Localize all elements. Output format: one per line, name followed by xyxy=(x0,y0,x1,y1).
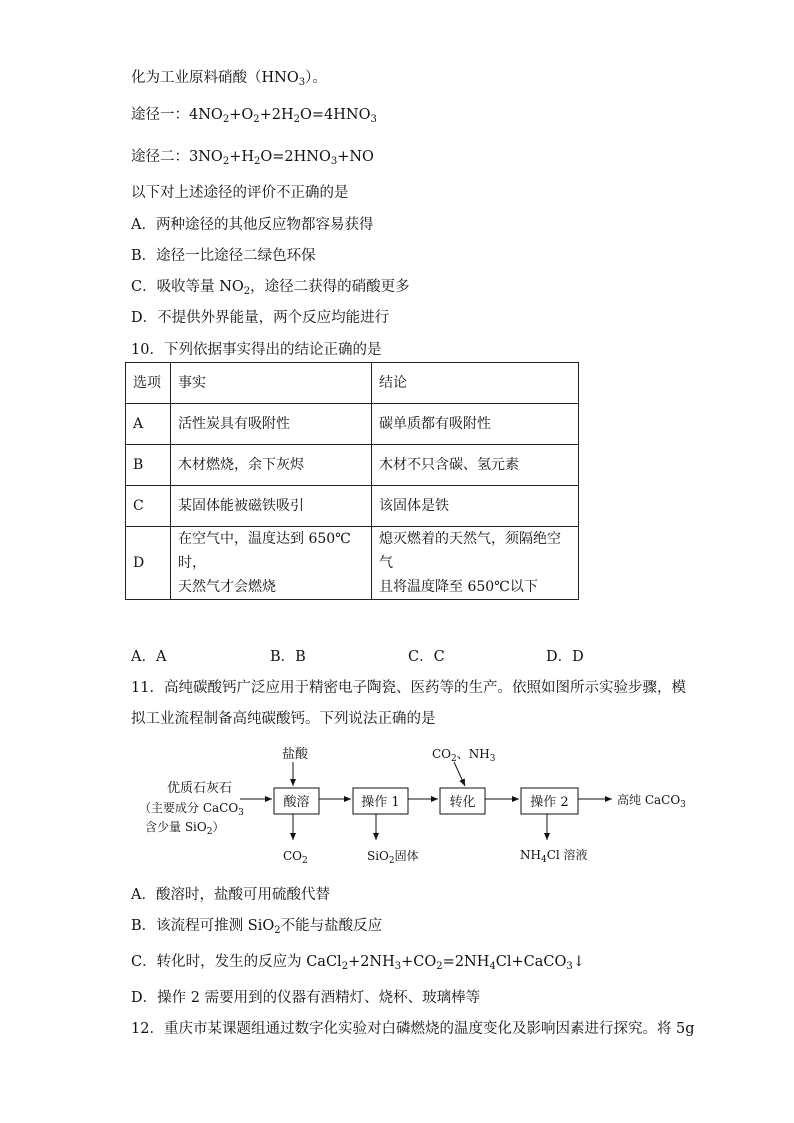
raw-material-impurity: 含少量 SiO$_2$） xyxy=(145,820,225,837)
q10-table xyxy=(125,362,579,600)
input-hydrochloric-acid: 盐酸 xyxy=(282,747,309,762)
table-row xyxy=(126,404,579,445)
box-acid-dissolve-label: 酸溶 xyxy=(283,795,310,810)
output-nh4cl-solution: $NH_4Cl$ 溶液 xyxy=(520,848,588,865)
row-option: B xyxy=(126,445,171,486)
header-option: 选项 xyxy=(126,363,171,404)
row-option: A xyxy=(126,404,171,445)
row-conclusion: 木材不只含碳、氢元素 xyxy=(372,445,579,486)
q10-choice-a: A．A xyxy=(131,649,167,665)
row-option: C xyxy=(126,486,171,527)
row-conclusion: 熄灭燃着的天然气，须隔绝空气 且将温度降至 650℃以下 xyxy=(372,527,579,600)
q11-option-a: A．酸溶时，盐酸可用硫酸代替 xyxy=(131,887,330,903)
q10-choice-c: C．C xyxy=(408,649,445,665)
raw-material-label: 优质石灰石 xyxy=(167,781,233,796)
input-co2-nh3: $CO_2$、$NH_3$ xyxy=(432,747,496,764)
table-row xyxy=(126,527,579,600)
q9-question: 以下对上述途径的评价不正确的是 xyxy=(131,185,349,201)
q11-stem-line1: 11．高纯碳酸钙广泛应用于精密电子陶瓷、医药等的生产。依照如图所示实验步骤，模 xyxy=(131,680,686,696)
row-conclusion: 碳单质都有吸附性 xyxy=(372,404,579,445)
table-row xyxy=(126,445,579,486)
row-fact: 木材燃烧，余下灰烬 xyxy=(171,445,372,486)
output-sio2-solid: SiO$_2$固体 xyxy=(367,849,419,866)
output-co2: $CO_2$ xyxy=(283,849,308,866)
row-conclusion: 该固体是铁 xyxy=(372,486,579,527)
q10-choice-b: B．B xyxy=(270,649,306,665)
raw-material-composition: （主要成分 CaCO$_3$ xyxy=(139,801,244,818)
q9-option-c: C．吸收等量 $NO_2$，途径二获得的硝酸更多 xyxy=(131,279,410,297)
box-operation-1-label: 操作 1 xyxy=(361,795,400,810)
q11-option-c: C．转化时，发生的反应为 $CaCl_2+2NH_3+CO_2=2NH_4Cl+CaCO_3↓$ xyxy=(131,954,585,972)
q10-choice-d: D．D xyxy=(546,649,584,665)
q9-option-d: D．不提供外界能量，两个反应均能进行 xyxy=(131,310,390,326)
arrow-co2-nh3-in xyxy=(454,762,465,786)
product-high-purity-caco3: 高纯 CaCO$_3$ xyxy=(617,793,686,810)
q9-option-b: B．途径一比途径二绿色环保 xyxy=(131,248,316,264)
box-operation-2-label: 操作 2 xyxy=(530,795,569,810)
table-header-row xyxy=(126,363,579,404)
row-fact: 在空气中，温度达到 650℃时， 天然气才会燃烧 xyxy=(171,527,372,600)
header-conclusion: 结论 xyxy=(372,363,579,404)
process-flow-diagram xyxy=(135,740,695,868)
route-two-equation: 途径二：$3NO_2+H_2O=2HNO_3+NO$ xyxy=(131,149,374,167)
row-fact: 活性炭具有吸附性 xyxy=(171,404,372,445)
q11-option-b: B．该流程可推测 SiO$_2$不能与盐酸反应 xyxy=(131,918,383,936)
row-fact: 某固体能被磁铁吸引 xyxy=(171,486,372,527)
header-fact: 事实 xyxy=(171,363,372,404)
q10-stem: 10．下列依据事实得出的结论正确的是 xyxy=(131,342,382,358)
q11-option-d: D．操作 2 需要用到的仪器有酒精灯、烧杯、玻璃棒等 xyxy=(131,990,481,1006)
route-one-equation: 途径一：$4NO_2+O_2+2H_2O=4HNO_3$ xyxy=(131,107,377,125)
box-conversion-label: 转化 xyxy=(449,795,476,810)
table-row xyxy=(126,486,579,527)
q12-stem: 12．重庆市某课题组通过数字化实验对白磷燃烧的温度变化及影响因素进行探究。将 5g xyxy=(131,1021,695,1037)
row-option: D xyxy=(126,527,171,600)
intro-line: 化为工业原料硝酸$(HNO_3)$。 xyxy=(131,70,327,88)
q11-stem-line2: 拟工业流程制备高纯碳酸钙。下列说法正确的是 xyxy=(131,711,436,727)
q9-option-a: A．两种途径的其他反应物都容易获得 xyxy=(131,217,374,233)
